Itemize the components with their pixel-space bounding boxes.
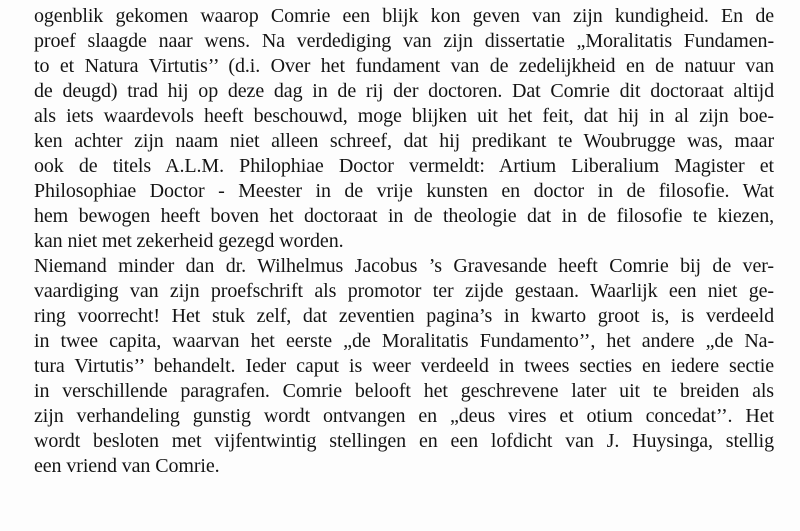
text-line: als iets waardevols heeft beschouwd, moge blijken uit het feit, dat hij in al zijn boe-	[34, 105, 774, 127]
text-line: to et Natura Virtutis’’ (d.i. Over het fundament van de zedelijkheid en de natuur van	[34, 55, 774, 77]
text-line: in verschillende paragrafen. Comrie belooft het geschrevene later uit te breiden als	[34, 380, 774, 402]
text-line: ogenblik gekomen waarop Comrie een blijk kon geven van zijn kundigheid. En de	[34, 5, 774, 27]
text-line: in twee capita, waarvan het eerste „de Moralitatis Fundamento’’, het andere „de Na-	[34, 330, 774, 352]
text-line: hem bewogen heeft boven het doctoraat in de theologie dat in de filosofie te kiezen,	[34, 205, 774, 227]
text-line: de deugd) trad hij op deze dag in de rij der doctoren. Dat Comrie dit doctoraat altijd	[34, 80, 774, 102]
text-line: proef slaagde naar wens. Na verdediging van zijn dissertatie „Moralitatis Fundamen-	[34, 30, 774, 52]
text-line: ring voorrecht! Het stuk zelf, dat zeventien pagina’s in kwarto groot is, is verdeeld	[34, 305, 774, 327]
text-line: Philosophiae Doctor - Meester in de vrije kunsten en doctor in de filosofie. Wat	[34, 180, 774, 202]
text-line: kan niet met zekerheid gezegd worden.	[34, 230, 344, 252]
text-line: wordt besloten met vijfentwintig stellingen en een lofdicht van J. Huysinga, stellig	[34, 430, 774, 452]
text-line: ook de titels A.L.M. Philophiae Doctor vermeldt: Artium Liberalium Magister et	[34, 155, 774, 177]
text-line: tura Virtutis’’ behandelt. Ieder caput is weer verdeeld in twees secties en iedere sectie	[34, 355, 774, 377]
text-line: een vriend van Comrie.	[34, 455, 220, 477]
text-line: vaardiging van zijn proefschrift als promotor ter zijde gestaan. Waarlijk een niet ge-	[34, 280, 774, 302]
text-line: ken achter zijn naam niet alleen schreef, dat hij predikant te Woubrugge was, maar	[34, 130, 774, 152]
text-line: zijn verhandeling gunstig wordt ontvangen en „deus vires et otium concedat’’. Het	[34, 405, 774, 427]
text-line: Niemand minder dan dr. Wilhelmus Jacobus ’s Gravesande heeft Comrie bij de ver-	[34, 255, 774, 277]
